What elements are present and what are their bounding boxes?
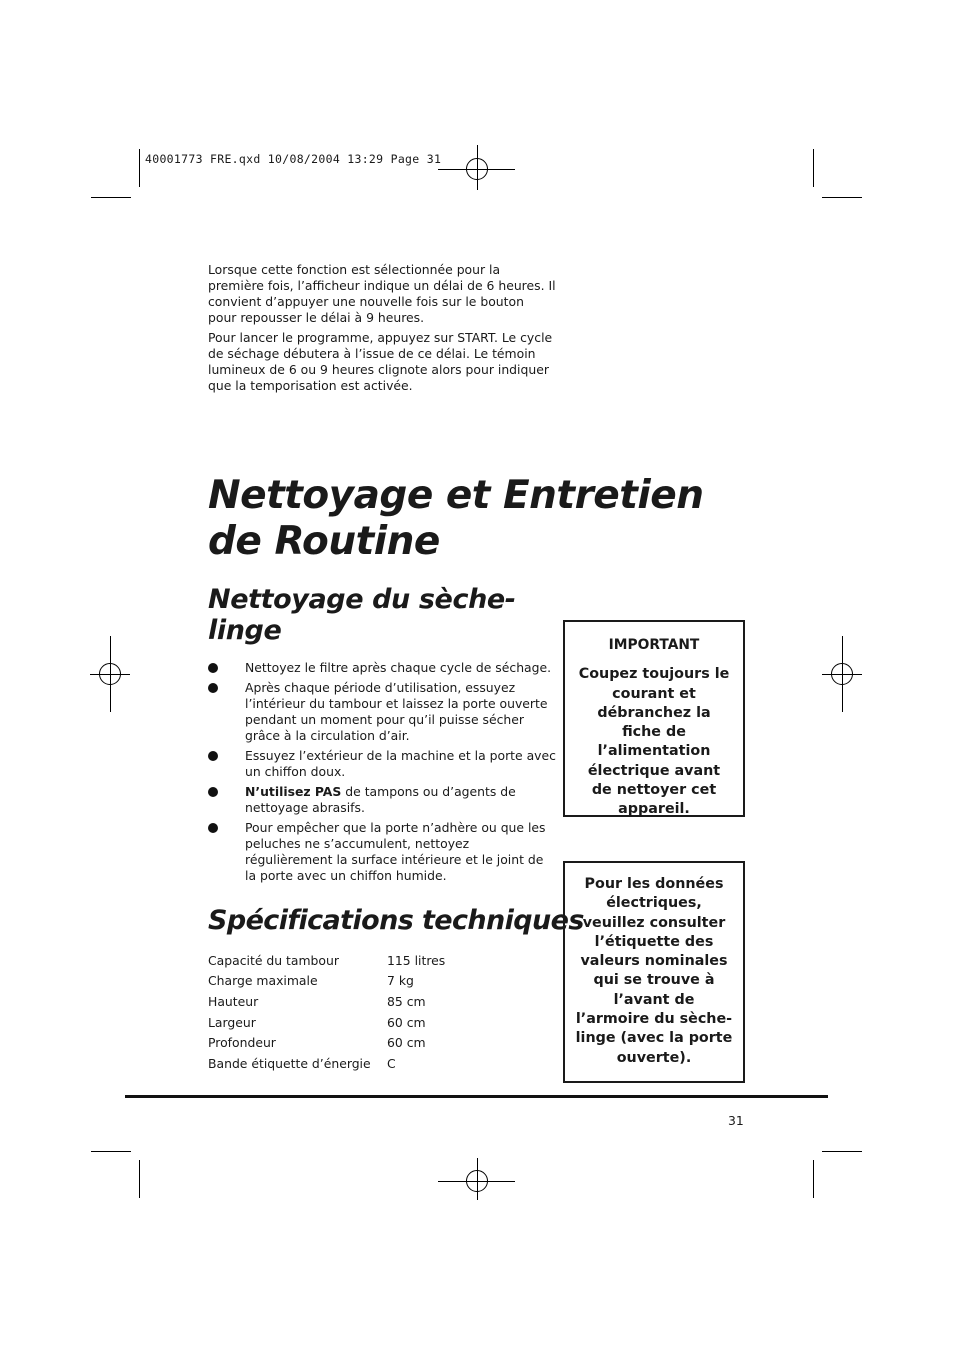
list-item: Nettoyez le filtre après chaque cycle de séchage. (208, 660, 556, 676)
table-row: Profondeur 60 cm (208, 1035, 426, 1051)
important-text: Coupez toujours le courant et débranchez la fiche de l’alimentation électrique avant de nettoyer cet appareil. (578, 666, 730, 818)
cleaning-heading: Nettoyage du sèche-linge (208, 584, 516, 646)
intro-text (208, 262, 556, 398)
bullet-icon (208, 751, 218, 761)
important-title: IMPORTANT (608, 637, 700, 653)
table-row: Largeur 60 cm (208, 1014, 426, 1030)
important-box (563, 620, 745, 817)
table-row: Hauteur 85 cm (208, 993, 426, 1009)
specs-heading: Spécifications techniques (208, 905, 584, 936)
electrical-note-text: Pour les données électriques, veuillez consulter l’étiquette des valeurs nominales qui se trouve à l’avant de l’armoire du sèche-linge (avec la porte ouverte). (575, 876, 733, 1066)
table-row: Charge maximale 7 kg (208, 973, 414, 989)
electrical-note-box (563, 861, 745, 1083)
list-item: Pour empêcher que la porte n’adhère ou que les peluches ne s’accumulent, nettoyez régulièrement la surface intérieure et le joint de la porte avec un chiffon humide. (208, 820, 556, 884)
intro-paragraph-2: Pour lancer le programme, appuyez sur START. Le cycle de séchage débutera à l’issue de ce délai. Le témoin lumineux de 6 ou 9 heures clignote alors pour indiquer que la temporisation est activée. (208, 330, 553, 393)
print-slug: 40001773 FRE.qxd 10/08/2004 13:29 Page 31 (145, 152, 442, 166)
page-number: 31 (728, 1113, 744, 1128)
table-row: Bande étiquette d’énergie C (208, 1055, 396, 1071)
warning-emphasis: N’utilisez PAS (245, 784, 342, 799)
table-row: Capacité du tambour 115 litres (208, 952, 446, 968)
specs-table (208, 950, 445, 1074)
list-item: Essuyez l’extérieur de la machine et la porte avec un chiffon doux. (208, 748, 556, 780)
bullet-icon (208, 787, 218, 797)
section-title: Nettoyage et Entretien de Routine (208, 473, 704, 564)
bullet-icon (208, 823, 218, 833)
bullet-icon (208, 683, 218, 693)
list-item: Après chaque période d’utilisation, essuyez l’intérieur du tambour et laissez la porte ouverte pendant un moment pour qu’il puisse sécher grâce à la circulation d’air. (208, 680, 556, 744)
cleaning-list (208, 660, 556, 888)
footer-rule (125, 1095, 828, 1098)
list-item: N’utilisez PAS de tampons ou d’agents de nettoyage abrasifs. (208, 784, 556, 816)
bullet-icon (208, 663, 218, 673)
intro-paragraph-1: Lorsque cette fonction est sélectionnée pour la première fois, l’afficheur indique un délai de 6 heures. Il convient d’appuyer une nouvelle fois sur le bouton pour repousser le délai à 9 heures. (208, 262, 556, 325)
